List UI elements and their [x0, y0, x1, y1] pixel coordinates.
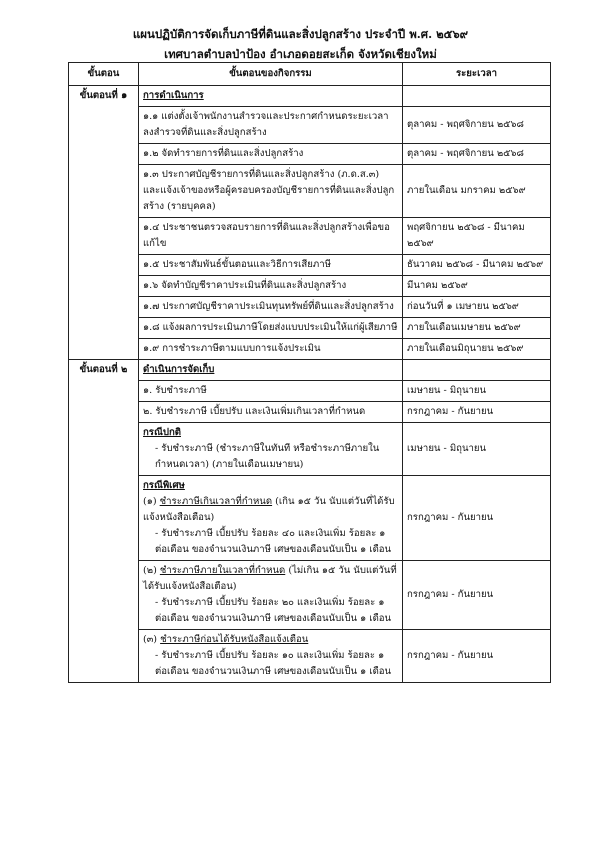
period-text: ภายในเดือน มกราคม ๒๕๖๙	[403, 165, 551, 218]
activity-text: ๑.๓ ประกาศบัญชีรายการที่ดินและสิ่งปลูกสร้าง (ภ.ด.ส.๓) และแจ้งเจ้าของหรือผู้ครอบครองบัญชีรายการที่ดินและสิ่งปลูกสร้าง (รายบุคคล)	[139, 165, 403, 218]
period-text: ภายในเดือนมิถุนายน ๒๕๖๙	[403, 339, 551, 360]
table-row	[69, 360, 551, 381]
table-row	[69, 630, 551, 683]
special-case-1-title	[143, 494, 398, 526]
case-tail: (ไม่เกิน ๑๕ วัน นับแต่วันที่ได้รับแจ้งหนังสือเตือน)	[143, 565, 397, 592]
case-tail: (เกิน ๑๕ วัน นับแต่วันที่ได้รับแจ้งหนังสือเตือน)	[143, 496, 395, 523]
empty-cell	[403, 86, 551, 107]
table-row	[69, 255, 551, 276]
table-row	[69, 86, 551, 107]
special-case-3-cell	[139, 630, 403, 683]
case-head: ชำระภาษีก่อนได้รับหนังสือแจ้งเตือน	[160, 634, 309, 645]
activity-text: ๑.๘ แจ้งผลการประเมินภาษีโดยส่งแบบประเมินให้แก่ผู้เสียภาษี	[139, 318, 403, 339]
activity-text: ๑.๕ ประชาสัมพันธ์ขั้นตอนและวิธีการเสียภาษี	[139, 255, 403, 276]
special-case-3-detail: - รับชำระภาษี เบี้ยปรับ ร้อยละ ๑๐ และเงินเพิ่ม ร้อยละ ๑ ต่อเดือน ของจำนวนเงินภาษี เศษของเดือนนับเป็น ๑ เดือน	[155, 650, 392, 677]
document-title	[0, 24, 601, 64]
table-row	[69, 561, 551, 630]
special-case-heading: กรณีพิเศษ	[143, 480, 185, 491]
header-period: ระยะเวลา	[403, 63, 551, 86]
step-2-label: ขั้นตอนที่ ๒	[69, 360, 139, 683]
period-text: กรกฎาคม - กันยายน	[403, 476, 551, 561]
title-line-2: เทศบาลตำบลป่าป้อง อำเภอดอยสะเก็ด จังหวัดเชียงใหม่	[164, 47, 437, 61]
activity-text: ๑.๒ จัดทำรายการที่ดินและสิ่งปลูกสร้าง	[139, 144, 403, 165]
period-text: กรกฎาคม - กันยายน	[403, 630, 551, 683]
special-case-2-title	[143, 563, 398, 595]
period-text: ภายในเดือนเมษายน ๒๕๖๙	[403, 318, 551, 339]
header-activity: ขั้นตอนของกิจกรรม	[139, 63, 403, 86]
table-row	[69, 476, 551, 561]
case-number: (๑)	[143, 496, 157, 507]
period-text: พฤศจิกายน ๒๕๖๘ - มีนาคม ๒๕๖๙	[403, 218, 551, 255]
activity-text: ๑.๖ จัดทำบัญชีราคาประเมินที่ดินและสิ่งปลูกสร้าง	[139, 276, 403, 297]
period-text: กรกฎาคม - กันยายน	[403, 402, 551, 423]
table-row	[69, 218, 551, 255]
table-row	[69, 318, 551, 339]
table-row	[69, 423, 551, 476]
table-row	[69, 107, 551, 144]
plan-table	[68, 62, 551, 683]
case-number: (๓)	[143, 634, 158, 645]
activity-text: ๑.๙ การชำระภาษีตามแบบการแจ้งประเมิน	[139, 339, 403, 360]
table-row	[69, 339, 551, 360]
table-row	[69, 144, 551, 165]
period-text: ธันวาคม ๒๕๖๘ - มีนาคม ๒๕๖๙	[403, 255, 551, 276]
table-row	[69, 165, 551, 218]
special-case-2-cell	[139, 561, 403, 630]
case-head: ชำระภาษีเกินเวลาที่กำหนด	[159, 496, 273, 507]
normal-case-heading: กรณีปกติ	[143, 427, 181, 438]
activity-text: ๑. รับชำระภาษี	[139, 381, 403, 402]
period-text: ก่อนวันที่ ๑ เมษายน ๒๕๖๙	[403, 297, 551, 318]
period-text: เมษายน - มิถุนายน	[403, 381, 551, 402]
activity-text: ๒. รับชำระภาษี เบี้ยปรับ และเงินเพิ่มเกินเวลาที่กำหนด	[139, 402, 403, 423]
period-text: เมษายน - มิถุนายน	[403, 423, 551, 476]
special-case-3-title	[143, 632, 398, 648]
section-heading	[139, 86, 403, 107]
step-2-section: ดำเนินการจัดเก็บ	[143, 364, 215, 375]
step-1-label: ขั้นตอนที่ ๑	[69, 86, 139, 360]
period-text: มีนาคม ๒๕๖๙	[403, 276, 551, 297]
special-case-cell	[139, 476, 403, 561]
activity-text: ๑.๗ ประกาศบัญชีราคาประเมินทุนทรัพย์ที่ดินและสิ่งปลูกสร้าง	[139, 297, 403, 318]
period-text: ตุลาคม - พฤศจิกายน ๒๕๖๘	[403, 144, 551, 165]
case-head: ชำระภาษีภายในเวลาที่กำหนด	[159, 565, 286, 576]
special-case-2-detail: - รับชำระภาษี เบี้ยปรับ ร้อยละ ๒๐ และเงินเพิ่ม ร้อยละ ๑ ต่อเดือน ของจำนวนเงินภาษี เศษของเดือนนับเป็น ๑ เดือน	[155, 597, 392, 624]
activity-text: ๑.๑ แต่งตั้งเจ้าพนักงานสำรวจและประกาศกำหนดระยะเวลาลงสำรวจที่ดินและสิ่งปลูกสร้าง	[139, 107, 403, 144]
header-row	[69, 63, 551, 86]
period-text: ตุลาคม - พฤศจิกายน ๒๕๖๘	[403, 107, 551, 144]
case-number: (๒)	[143, 565, 157, 576]
period-text: กรกฎาคม - กันยายน	[403, 561, 551, 630]
table-row	[69, 381, 551, 402]
activity-text: ๑.๔ ประชาชนตรวจสอบรายการที่ดินและสิ่งปลูกสร้างเพื่อขอแก้ไข	[139, 218, 403, 255]
table-row	[69, 402, 551, 423]
section-heading	[139, 360, 403, 381]
special-case-1-detail: - รับชำระภาษี เบี้ยปรับ ร้อยละ ๔๐ และเงินเพิ่ม ร้อยละ ๑ ต่อเดือน ของจำนวนเงินภาษี เศษของเดือนนับเป็น ๑ เดือน	[155, 528, 392, 555]
normal-case-cell	[139, 423, 403, 476]
normal-case-text: - รับชำระภาษี (ชำระภาษีในทันที หรือชำระภาษีภายในกำหนดเวลา) (ภายในเดือนเมษายน)	[155, 443, 380, 470]
title-line-1: แผนปฏิบัติการจัดเก็บภาษีที่ดินและสิ่งปลูกสร้าง ประจำปี พ.ศ. ๒๕๖๙	[132, 27, 469, 41]
empty-cell	[403, 360, 551, 381]
table-row	[69, 276, 551, 297]
header-step: ขั้นตอน	[69, 63, 139, 86]
table-row	[69, 297, 551, 318]
step-1-section: การดำเนินการ	[143, 90, 204, 101]
